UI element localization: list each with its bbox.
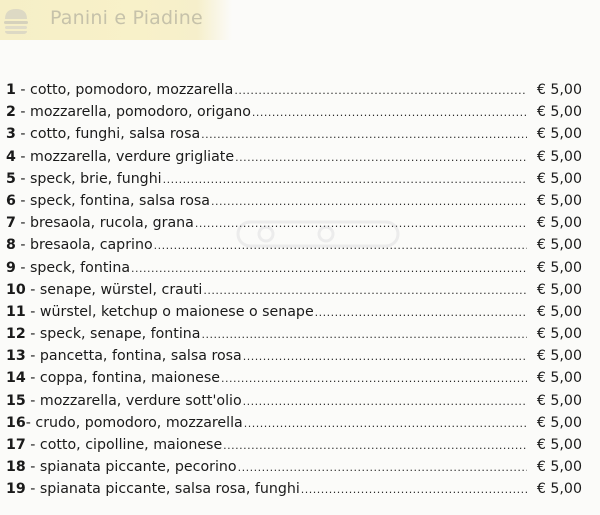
item-separator: -: [25, 370, 40, 387]
item-description: würstel, ketchup o maionese o senape: [39, 303, 314, 320]
item-description: speck, fontina, salsa rosa: [30, 192, 210, 209]
item-price: € 5,00: [536, 459, 582, 476]
item-number: 11: [6, 303, 26, 320]
item-separator: -: [25, 437, 40, 453]
item-separator: -: [25, 281, 40, 298]
item-price: € 5,00: [536, 192, 582, 209]
dot-leader: [301, 479, 527, 501]
item-number: 12: [6, 326, 26, 343]
menu-item: [6, 234, 582, 256]
item-number: 14: [6, 370, 26, 387]
item-price: € 5,00: [536, 437, 582, 453]
section-title: Panini e Piadine: [50, 7, 203, 29]
item-number: 9: [6, 259, 16, 276]
menu-item: [6, 146, 582, 168]
item-number: 16: [6, 414, 26, 431]
item-description: cotto, funghi, salsa rosa: [30, 126, 201, 143]
dot-leader: [243, 391, 527, 413]
item-price: € 5,00: [536, 259, 582, 276]
dot-leader: [163, 169, 527, 191]
item-separator: -: [25, 348, 40, 365]
menu-item: [6, 123, 582, 145]
item-price: € 5,00: [536, 303, 582, 320]
item-description: mozzarella, verdure sott'olio: [39, 392, 242, 409]
menu-item: [6, 257, 582, 279]
dot-leader: [315, 302, 527, 324]
item-price: € 5,00: [536, 370, 582, 387]
item-number: 4: [6, 148, 16, 165]
item-separator: -: [15, 148, 31, 165]
item-separator: -: [15, 237, 31, 254]
item-price: € 5,00: [536, 104, 582, 121]
item-description: spianata piccante, pecorino: [39, 459, 237, 476]
item-separator: -: [25, 459, 40, 476]
item-price: € 5,00: [536, 82, 582, 98]
item-description: coppa, fontina, maionese: [39, 370, 220, 387]
menu-item: [6, 168, 582, 190]
item-description: speck, brie, funghi: [30, 170, 162, 187]
item-separator: -: [15, 192, 31, 209]
burger-icon: [2, 6, 30, 36]
menu-item: [6, 456, 582, 478]
item-description: speck, fontina: [30, 259, 131, 276]
item-price: € 5,00: [536, 237, 582, 254]
item-description: bresaola, caprino: [30, 237, 153, 254]
item-separator: -: [25, 414, 36, 431]
menu-item: [6, 367, 582, 389]
item-price: € 5,00: [536, 126, 582, 143]
menu-item: [6, 478, 582, 500]
item-separator: -: [15, 259, 31, 276]
menu-item: [6, 434, 582, 456]
item-separator: -: [15, 215, 31, 232]
item-price: € 5,00: [536, 326, 582, 343]
item-price: € 5,00: [536, 414, 582, 431]
dot-leader: [223, 435, 527, 457]
item-number: 5: [6, 170, 16, 187]
item-number: 1: [6, 82, 16, 98]
menu-item: [6, 412, 582, 434]
item-number: 19: [6, 481, 26, 498]
dot-leader: [238, 457, 527, 479]
dot-leader: [221, 368, 527, 390]
item-number: 6: [6, 192, 16, 209]
item-description: speck, senape, fontina: [39, 326, 201, 343]
item-description: crudo, pomodoro, mozzarella: [35, 414, 243, 431]
item-separator: -: [25, 326, 40, 343]
dot-leader: [244, 413, 527, 435]
item-separator: -: [15, 170, 31, 187]
menu-item: [6, 301, 582, 323]
item-price: € 5,00: [536, 392, 582, 409]
dot-leader: [131, 258, 527, 280]
item-number: 3: [6, 126, 16, 143]
item-price: € 5,00: [536, 348, 582, 365]
menu-item: [6, 345, 582, 367]
item-description: cotto, pomodoro, mozzarella: [30, 82, 234, 98]
item-description: senape, würstel, crauti: [39, 281, 203, 298]
dot-leader: [252, 102, 527, 124]
item-price: € 5,00: [536, 215, 582, 232]
item-description: bresaola, rucola, grana: [30, 215, 194, 232]
item-separator: -: [15, 82, 31, 98]
item-number: 13: [6, 348, 26, 365]
item-description: cotto, cipolline, maionese: [39, 437, 223, 453]
menu-item: [6, 323, 582, 345]
item-number: 2: [6, 104, 16, 121]
item-price: € 5,00: [536, 170, 582, 187]
dot-leader: [211, 191, 527, 213]
section-header-band: [0, 0, 232, 40]
menu-list: [6, 79, 582, 501]
menu-item: [6, 101, 582, 123]
item-separator: -: [25, 303, 40, 320]
dot-leader: [201, 124, 527, 146]
item-number: 7: [6, 215, 16, 232]
item-price: € 5,00: [536, 481, 582, 498]
menu-item: [6, 279, 582, 301]
item-price: € 5,00: [536, 148, 582, 165]
menu-item: [6, 190, 582, 212]
item-separator: -: [15, 126, 31, 143]
menu-item: [6, 390, 582, 412]
dot-leader: [154, 235, 527, 257]
item-separator: -: [15, 104, 31, 121]
menu-item: [6, 212, 582, 234]
item-number: 18: [6, 459, 26, 476]
item-description: mozzarella, pomodoro, origano: [30, 104, 251, 121]
item-number: 10: [6, 281, 26, 298]
menu-item: [6, 79, 582, 101]
item-separator: -: [25, 392, 40, 409]
item-description: spianata piccante, salsa rosa, funghi: [39, 481, 300, 498]
dot-leader: [235, 147, 527, 169]
item-description: mozzarella, verdure grigliate: [30, 148, 235, 165]
dot-leader: [234, 80, 527, 102]
item-number: 8: [6, 237, 16, 254]
item-number: 17: [6, 437, 26, 453]
dot-leader: [203, 280, 527, 302]
item-separator: -: [25, 481, 40, 498]
dot-leader: [201, 324, 527, 346]
item-number: 15: [6, 392, 26, 409]
item-description: pancetta, fontina, salsa rosa: [39, 348, 242, 365]
item-price: € 5,00: [536, 281, 582, 298]
dot-leader: [195, 213, 527, 235]
dot-leader: [243, 346, 527, 368]
